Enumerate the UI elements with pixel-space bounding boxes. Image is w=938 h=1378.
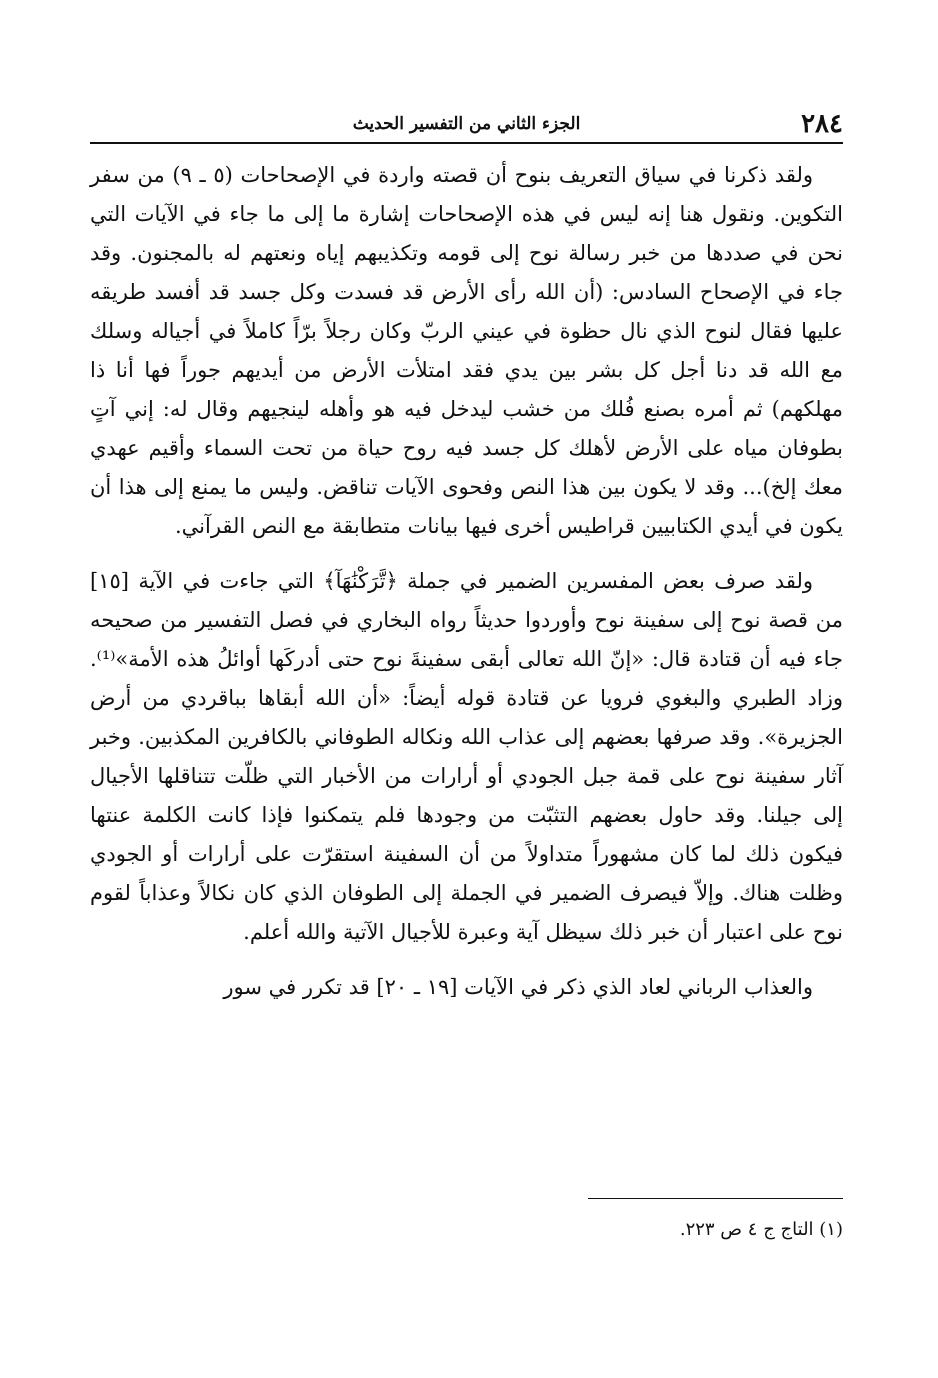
paragraph: والعذاب الرباني لعاد الذي ذكر في الآيات [١٩ ـ ٢٠] قد تكرر في سور — [223, 975, 813, 999]
header-divider — [90, 142, 843, 144]
paragraph: ولقد ذكرنا في سياق التعريف بنوح أن قصته واردة في الإصحاحات (٥ ـ ٩) من سفر التكوين. ونقول هنا إنه ليس في هذه الإصحاحات إشارة ما إلى ما جاء في الآيات التي نحن في صددها من خبر رسالة نوح إلى قومه وتكذيبهم إياه ونعتهم له بالمجنون. وقد جاء في الإصحاح السادس: (أن الله رأى الأرض قد فسدت وكل جسد قد أفسد طريقه عليها فقال لنوح الذي نال حظوة في عيني الربّ وكان رجلاً برّاً كاملاً في أجياله وسلك مع الله قد دنا أجل كل بشر بين يدي فقد امتلأت الأرض من أيديهم جوراً فها أنا ذا مهلكهم) ثم أمره بصنع فُلك من خشب ليدخل فيه هو وأهله لينجيهم وقال له: إني آتٍ بطوفان مياه على الأرض لأهلك كل جسد فيه روح حياة من تحت السماء وأقيم عهدي معك إلخ)... وقد لا يكون بين هذا النص وفحوى الآيات تناقض. وليس ما يمنع إلى هذا أن يكون في أيدي الكتابيين قراطيس أخرى فيها بيانات متطابقة مع النص القرآني. — [90, 163, 843, 538]
running-header — [90, 106, 843, 142]
footnote-divider — [588, 1198, 843, 1199]
main-text — [90, 156, 843, 1007]
paragraph: ولقد صرف بعض المفسرين الضمير في جملة ﴿تَّرَكْنَٰهَآ﴾ التي جاءت في الآية [١٥] من قصة نوح إلى سفينة نوح وأوردوا حديثاً رواه البخاري في فصل التفسير من صحيحه جاء فيه أن قتادة قال: «إنّ الله تعالى أبقى سفينةَ نوح حتى أدركَها أوائلُ هذه الأمة»⁽¹⁾. وزاد الطبري والبغوي فرويا عن قتادة قوله أيضاً: «أن الله أبقاها بباقردي من أرض الجزيرة». وقد صرفها بعضهم إلى عذاب الله ونكاله الطوفاني بالكافرين المكذبين. وخبر آثار سفينة نوح على قمة جبل الجودي أو أرارات من الأخبار التي ظلّت تتناقلها الأجيال إلى جيلنا. وقد حاول بعضهم التثبّت من وجودها فلم يتمكنوا فإذا كانت الكلمة عنتها فيكون ذلك لما كان مشهوراً متداولاً من أن السفينة استقرّت على أرارات أو الجودي وظلت هناك. وإلاّ فيصرف الضمير في الجملة إلى الطوفان الذي كان نكالاً وعذاباً لقوم نوح على اعتبار أن خبر ذلك سيظل آية وعبرة للأجيال الآتية والله أعلم. — [90, 569, 843, 944]
running-title: الجزء الثاني من التفسير الحديث — [352, 114, 581, 134]
page-number: ٢٨٤ — [801, 109, 843, 139]
footnote: (١) التاج ج ٤ ص ٢٢٣. — [679, 1219, 843, 1240]
